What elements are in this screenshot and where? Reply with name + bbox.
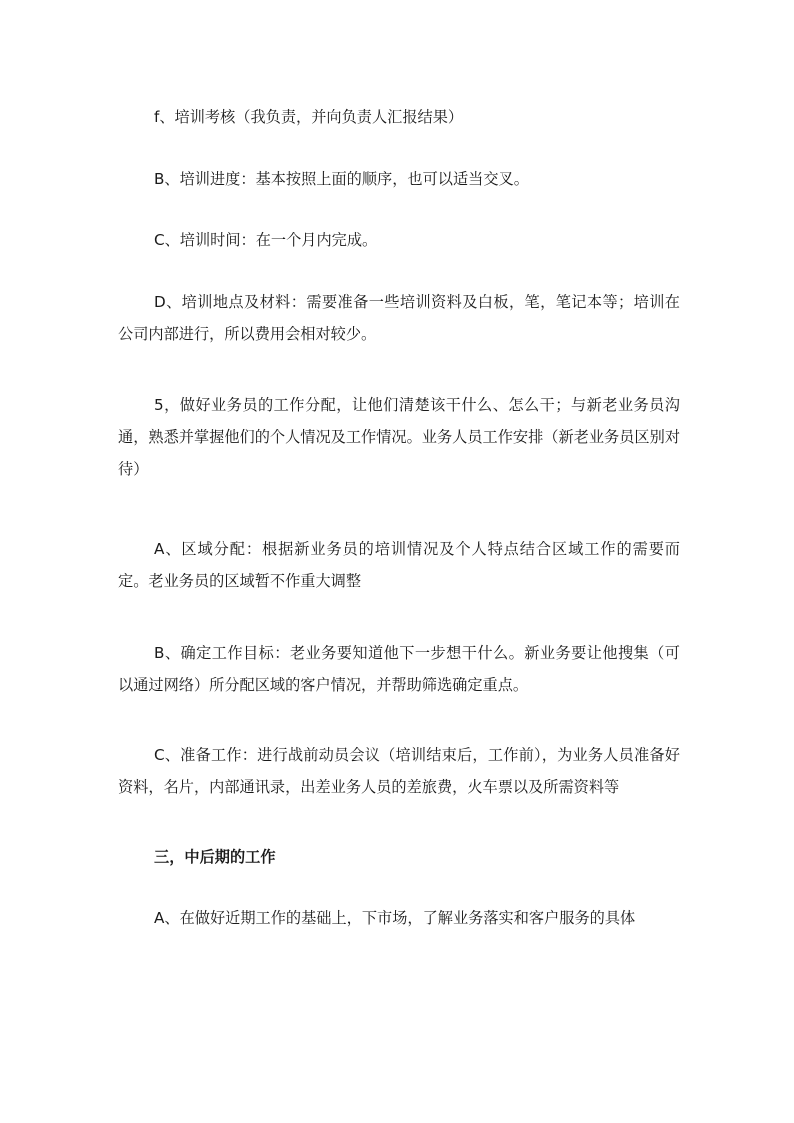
paragraph-market-followup: A、在做好近期工作的基础上，下市场，了解业务落实和客户服务的具体	[154, 909, 636, 927]
section-heading-later-work: 三，中后期的工作	[154, 848, 276, 866]
paragraph-work-goals: B、确定工作目标：老业务要知道他下一步想干什么。新业务要让他搜集（可以通过网络）所分配区域的客户情况，并帮助筛选确定重点。	[118, 644, 680, 694]
paragraph-training-location: D、培训地点及材料：需要准备一些培训资料及白板，笔，笔记本等；培训在公司内部进行，所以费用会相对较少。	[118, 293, 680, 343]
paragraph-training-assessment: f、培训考核（我负责，并向负责人汇报结果）	[154, 108, 464, 126]
paragraph-preparation: C、准备工作：进行战前动员会议（培训结束后，工作前），为业务人员准备好资料，名片，内部通讯录，出差业务人员的差旅费，火车票以及所需资料等	[118, 746, 680, 796]
paragraph-training-time: C、培训时间：在一个月内完成。	[154, 231, 378, 249]
paragraph-area-allocation: A、区域分配：根据新业务员的培训情况及个人特点结合区域工作的需要而定。老业务员的区域暂不作重大调整	[118, 540, 680, 590]
paragraph-training-progress: B、培训进度：基本按照上面的顺序，也可以适当交叉。	[154, 170, 529, 188]
paragraph-work-assignment: 5，做好业务员的工作分配，让他们清楚该干什么、怎么干；与新老业务员沟通，熟悉并掌握他们的个人情况及工作情况。业务人员工作安排（新老业务员区别对待）	[118, 396, 680, 478]
